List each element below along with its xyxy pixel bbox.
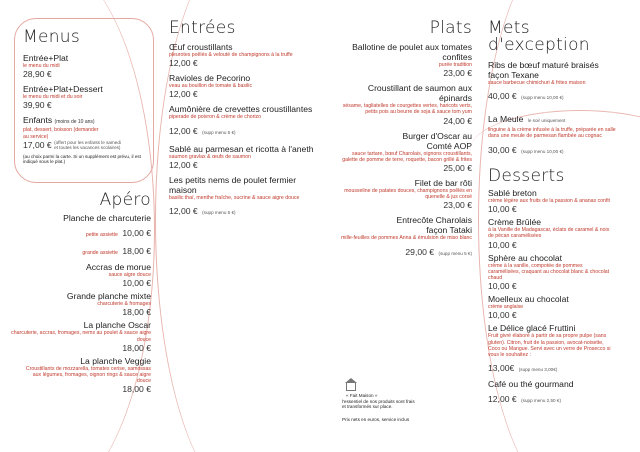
menus-title: Menus xyxy=(23,27,81,47)
apero-item: Planche de charcuterie petite assiette 10,00 € grande assiette 18,00 € xyxy=(63,213,151,256)
dessert-item: Sablé breton crème légère aux fruits de la passion & ananas confit 10,00 € xyxy=(488,188,610,215)
apero-item: La planche Oscar charcuterie, accras, fromages, nems au poulet & sauce aigre douce 18,00 € xyxy=(11,320,151,353)
menu-item-enfants: Enfants (moins de 10 ans) plat, dessert, boisson (demander au service) 17,00 € (offert pour les enfants le samedi et toutes les vacances scolaires) xyxy=(23,115,121,150)
apero-item: La planche Veggie Croustillants de mozzarella, tomates cerise, samossas aux légumes, fromages, oignon rings & sauce aigre douce 18,00 € xyxy=(25,355,151,395)
house-note-block: « Fait Maison » l'essentiel de nos produits sont frais et transformés sur place. Prix nets en euros, service inclus xyxy=(342,383,418,422)
exception-item: La Meule le soir uniquement linguine à la crème infusée à la truffe, préparée en salle dans une meule de parmesan flambée au cognac 30,00 € (supp menu 10,00 €) xyxy=(488,114,616,155)
plat-item: Filet de bar rôti mousseline de patates douces, champignons poêlés en quenelle & jus corsé 23,00 € xyxy=(344,178,472,211)
plat-item: Burger d'Oscar au Comté AOP sauce tartare, bœuf Charolais, oignons croustillants, galette de pomme de terre, roquette, bacon grillé & frites 25,00 € xyxy=(342,130,472,174)
dessert-item: Moelleux au chocolat crème anglaise 10,00 € xyxy=(488,294,569,321)
column-plats xyxy=(336,0,478,452)
house-icon xyxy=(346,383,356,391)
menus-footnote: (au choix parmi la carte. Si un supplément est prévu, il est indiqué sous le plat.) xyxy=(23,153,141,165)
entree-item: Aumônière de crevettes croustillantes piperade de poivron & crème de chorizo 12,00 € (supp menu 5 €) xyxy=(169,104,313,136)
exception-title: Mets d'exception xyxy=(488,18,590,55)
dessert-item: Crème Brûlée à la Vanille de Madagascar, éclats de caramel & noix de pécan caramélisées 10,00 € xyxy=(488,217,610,250)
column-menus-apero xyxy=(0,0,155,452)
dessert-item: Café ou thé gourmand 12,00 € (supp menu 2,50 €) xyxy=(488,379,574,405)
plat-item: Entrecôte Charolais façon Tataki mille-feuilles de pommes Anna & émulsion de miso blanc 29,00 € (supp menu 5 €) xyxy=(341,215,472,257)
menu-item: Entrée+Plat+Dessert le menu du midi et du soir 39,90 € xyxy=(23,84,103,111)
entree-item: Les petits nems de poulet fermier maison basilic thaï, menthe fraîche, sucrine & sauce aigre douce 12,00 € (supp menu 5 €) xyxy=(169,174,300,217)
column-exception-desserts xyxy=(486,0,636,452)
desserts-title: Desserts xyxy=(488,166,565,186)
apero-title: Apéro xyxy=(99,190,151,210)
menus-box xyxy=(14,18,154,183)
plat-item: Ballotine de poulet aux tomates confites purée tradition 23,00 € xyxy=(352,42,472,79)
apero-item: Accras de morue sauce aigre douce 10,00 € xyxy=(86,262,151,289)
menu-item: Entrée+Plat le menu du midi 28,90 € xyxy=(23,53,69,80)
entree-item: Œuf croustillants pleurotes poêlés & velouté de champignons à la truffe 12,00 € xyxy=(169,42,293,69)
dessert-item: Sphère au chocolat crème à la vanille, compotée de pommes caramélisées, craquant au chocolat blanc & chocolat chaud 10,00 € xyxy=(488,252,610,292)
entrees-title: Entrées xyxy=(169,18,236,38)
entree-item: Sablé au parmesan et ricotta à l'aneth saumon gravlax & œufs de saumon 12,00 € xyxy=(169,143,314,170)
plat-item: Croustillant de saumon aux épinards sésame, tagliatelles de courgettes vertes, haricots verts, petits pois au beurre de soja & sauce tom yum 24,00 € xyxy=(342,83,472,126)
column-entrees xyxy=(163,0,328,452)
dessert-item: Le Délice glacé Fruttini Fruit givré élaboré à partir de sa propre pulpe (sans gluten). Citron, fruit de la passion, avocat-noisette, Coco ou Mangue. Servi avec un verre de Prosecco si vous le souhaitez : 13,00€ (supp menu 3,00€) xyxy=(488,323,611,374)
apero-item: Grande planche mixte charcuterie & fromages 18,00 € xyxy=(66,291,151,318)
entree-item: Ravioles de Pecorino veau au bouillon de tomate & basilic 12,00 € xyxy=(169,73,253,100)
exception-item: Ribs de bœuf maturé braisés façon Texane sauce barbecue chimichuri & frites maison 40,00 € (supp menu 10,00 €) xyxy=(488,60,599,102)
plats-title: Plats xyxy=(429,18,472,38)
